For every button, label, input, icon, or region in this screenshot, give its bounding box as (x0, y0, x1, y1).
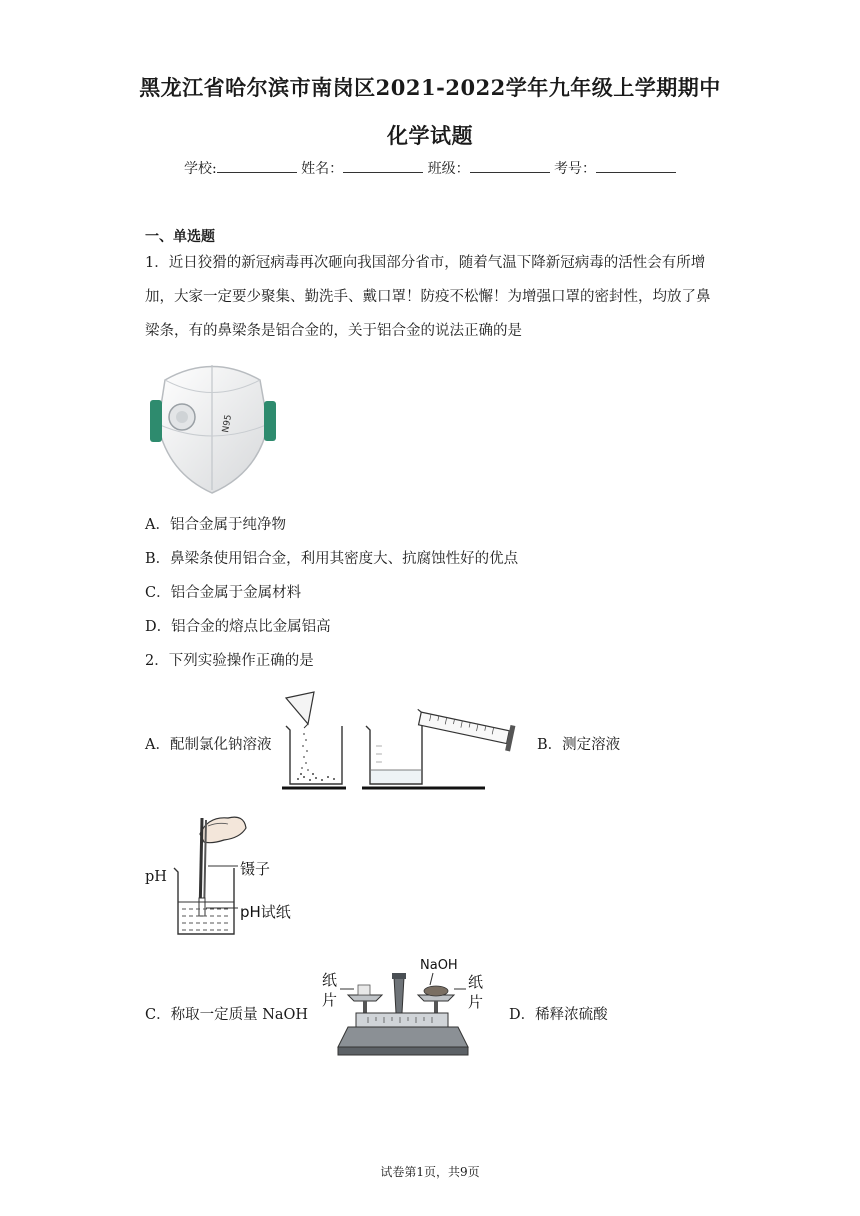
class-label: 班级： (427, 161, 470, 177)
school-label: 学校: (183, 161, 217, 177)
name-label: 姓名： (301, 161, 344, 177)
ph-paper-label: pH试纸 (240, 903, 291, 921)
question-1-text: 1．近日狡猾的新冠病毒再次砸向我国部分省市，随着气温下降新冠病毒的活性会有所增加，大家一定要少聚集、勤洗手、戴口罩！防疫不松懈！为增强口罩的密封性，均放了鼻梁条，有的鼻梁条是铝合金的，关于铝合金的说法正确的是 (145, 255, 711, 339)
exam-no-label: 考号： (554, 161, 597, 177)
tweezers-label: 镊子 (240, 860, 271, 878)
class-blank[interactable] (470, 158, 550, 173)
paper-right-char2: 片 (468, 993, 484, 1011)
q1-option-d[interactable]: D．铝合金的熔点比金属铝高 (145, 619, 331, 635)
name-blank[interactable] (343, 158, 423, 173)
naoh-figure-label: NaOH (420, 958, 458, 973)
q1-option-b[interactable]: B．鼻梁条使用铝合金，利用其密度大、抗腐蚀性好的优点 (145, 551, 519, 567)
q1-option-c[interactable]: C．铝合金属于金属材料 (145, 585, 302, 601)
page-footer: 试卷第1页，共9页 (380, 1165, 480, 1179)
paper-right-char1: 纸 (468, 973, 484, 991)
figure-balance-naoh (318, 955, 498, 1065)
figure-dissolve-solution (280, 688, 520, 792)
school-blank[interactable] (217, 158, 297, 173)
section-title: 一、单选题 (145, 229, 215, 245)
student-info-line (0, 158, 860, 178)
exam-no-blank[interactable] (596, 158, 676, 173)
mask-image (140, 355, 285, 500)
page-title-line2: 化学试题 (387, 123, 473, 148)
mask-print-label: N95 (221, 413, 235, 434)
paper-left-char2: 片 (322, 991, 338, 1009)
q2-option-c[interactable]: C．称取一定质量 NaOH (145, 1007, 309, 1023)
q2-option-b-continued: pH (145, 869, 167, 885)
q2-option-d[interactable]: D．稀释浓硫酸 (509, 1007, 608, 1023)
figure-ph-test (170, 812, 300, 940)
paper-left-char1: 纸 (322, 971, 338, 989)
page-title-line1: 黑龙江省哈尔滨市南岗区2021-2022学年九年级上学期期中 (139, 75, 721, 100)
q1-option-a[interactable]: A．铝合金属于纯净物 (145, 517, 286, 533)
question-2-text: 2．下列实验操作正确的是 (145, 653, 314, 669)
q2-option-a[interactable]: A．配制氯化钠溶液 (145, 737, 272, 753)
q2-option-b[interactable]: B．测定溶液 (537, 737, 621, 753)
